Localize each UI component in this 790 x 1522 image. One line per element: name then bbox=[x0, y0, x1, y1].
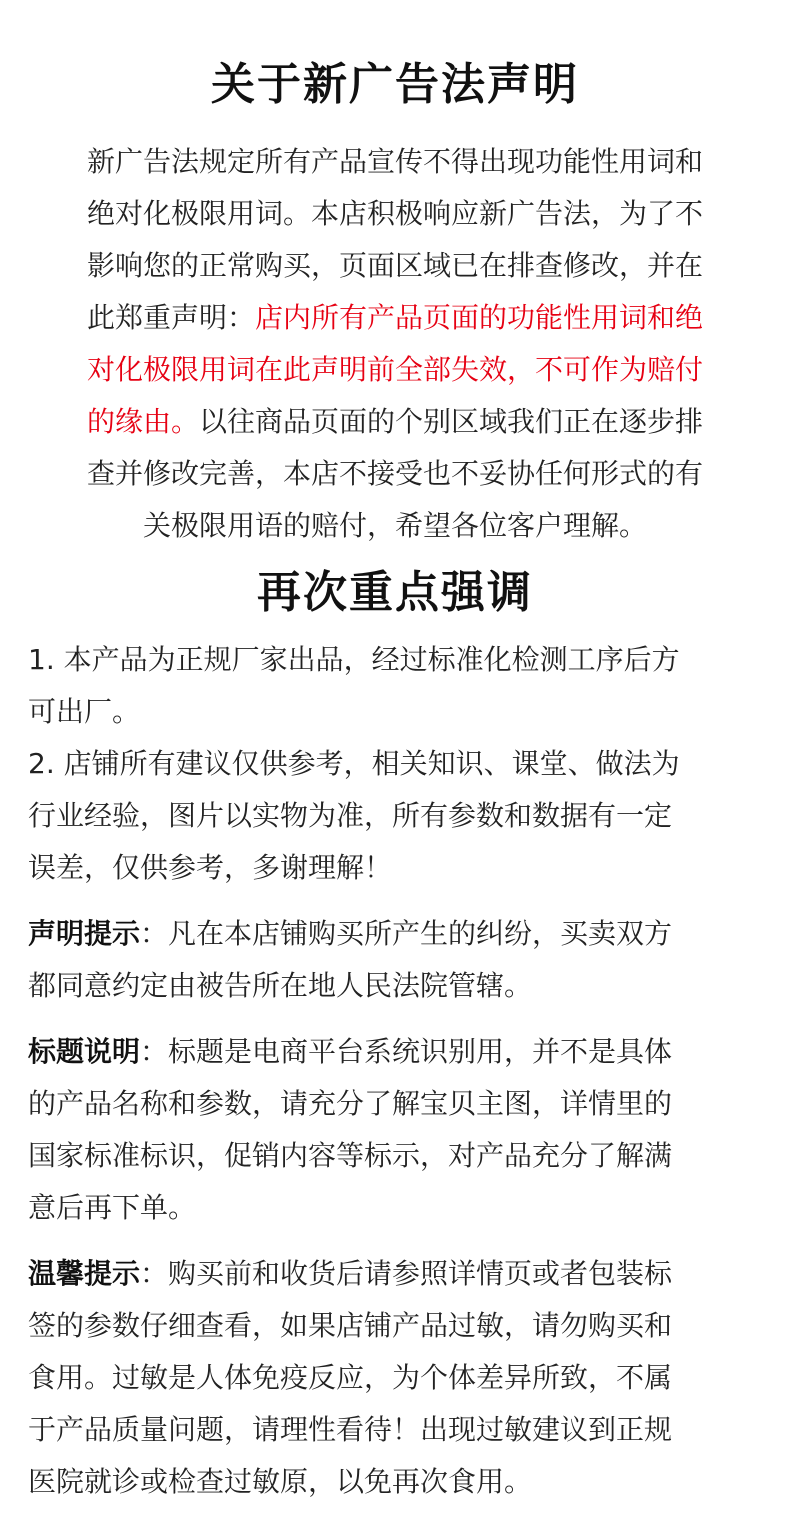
declaration-body bbox=[28, 136, 762, 552]
emphasis-title: 再次重点强调 bbox=[257, 567, 533, 618]
note-line: 食用。过敏是人体免疫反应，为个体差异所致，不属 bbox=[28, 1361, 673, 1394]
declaration-highlight: 的缘由。 bbox=[86, 405, 199, 438]
note-line: 都同意约定由被告所在地人民法院管辖。 bbox=[28, 969, 533, 1002]
note-label: 温馨提示 bbox=[28, 1257, 141, 1290]
declaration-line: 影响您的正常购买，页面区域已在排查修改，并在 bbox=[86, 249, 703, 282]
declaration-highlight: 对化极限用词在此声明前全部失效，不可作为赔付 bbox=[86, 353, 703, 386]
emphasis-item bbox=[28, 738, 762, 894]
note-line bbox=[28, 1248, 762, 1300]
note-line: 医院就诊或检查过敏原，以免再次食用。 bbox=[28, 1465, 533, 1498]
note-text: ：标题是电商平台系统识别用，并不是具体 bbox=[140, 1035, 673, 1068]
emphasis-item bbox=[28, 634, 762, 738]
note-block bbox=[28, 1026, 762, 1234]
declaration-line bbox=[28, 396, 762, 448]
emphasis-line: 可出厂。 bbox=[28, 695, 141, 728]
declaration-highlight: 店内所有产品页面的功能性用词和绝 bbox=[255, 301, 704, 334]
note-block bbox=[28, 908, 762, 1012]
note-block bbox=[28, 1248, 762, 1508]
declaration-text: 以往商品页面的个别区域我们正在逐步排 bbox=[199, 405, 704, 438]
notes-section bbox=[28, 908, 762, 1522]
note-line: 签的参数仔细查看，如果店铺产品过敏，请勿购买和 bbox=[28, 1309, 673, 1342]
emphasis-line: 误差，仅供参考，多谢理解！ bbox=[28, 851, 393, 884]
declaration-line: 关极限用语的赔付，希望各位客户理解。 bbox=[142, 509, 647, 542]
declaration-line: 绝对化极限用词。本店积极响应新广告法，为了不 bbox=[86, 197, 703, 230]
note-label: 标题说明 bbox=[28, 1035, 141, 1068]
emphasis-list bbox=[28, 634, 762, 894]
note-line: 的产品名称和参数，请充分了解宝贝主图，详情里的 bbox=[28, 1087, 673, 1120]
declaration-line bbox=[28, 292, 762, 344]
emphasis-line: 行业经验，图片以实物为准，所有参数和数据有一定 bbox=[28, 799, 673, 832]
note-text: ：购买前和收货后请参照详情页或者包装标 bbox=[140, 1257, 673, 1290]
note-line: 意后再下单。 bbox=[28, 1191, 197, 1224]
declaration-line: 查并修改完善，本店不接受也不妥协任何形式的有 bbox=[86, 457, 703, 490]
declaration-text: 此郑重声明： bbox=[86, 301, 255, 334]
note-line bbox=[28, 908, 762, 960]
declaration-line: 新广告法规定所有产品宣传不得出现功能性用词和 bbox=[86, 145, 703, 178]
note-line: 国家标准标识，促销内容等标示，对产品充分了解满 bbox=[28, 1139, 673, 1172]
note-line bbox=[28, 1026, 762, 1078]
emphasis-line: 1. 本产品为正规厂家出品，经过标准化检测工序后方 bbox=[28, 643, 680, 676]
declaration-title: 关于新广告法声明 bbox=[211, 59, 579, 110]
note-label: 声明提示 bbox=[28, 917, 141, 950]
note-line: 于产品质量问题，请理性看待！出现过敏建议到正规 bbox=[28, 1413, 673, 1446]
emphasis-line: 2. 店铺所有建议仅供参考，相关知识、课堂、做法为 bbox=[28, 747, 680, 780]
note-text: ：凡在本店铺购买所产生的纠纷，买卖双方 bbox=[140, 917, 673, 950]
